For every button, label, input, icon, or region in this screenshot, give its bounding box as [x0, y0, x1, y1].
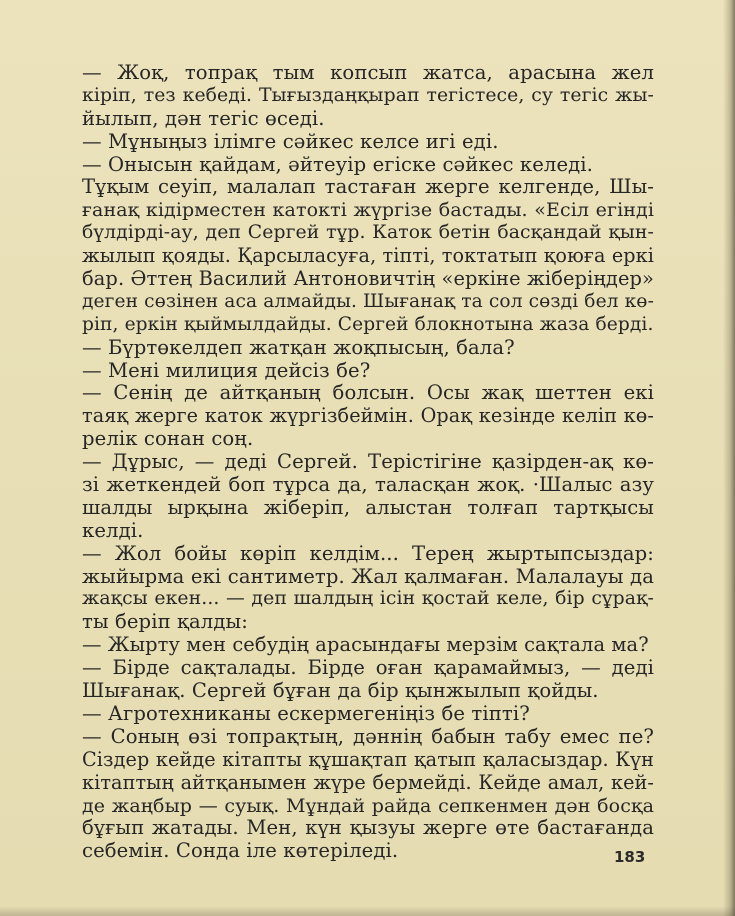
text-line: — Бірде сақталады. Бірде оған қарамаймыз, — деді [82, 656, 654, 680]
text-line: — Соның өзі топрақтың, дәннің бабын табу емес пе? [82, 724, 654, 748]
text-line: бар. Әттең Василий Антоновичтің «еркіне жіберіңдер» [82, 267, 654, 291]
page-number: 183 [614, 848, 646, 866]
text-line: жыйырма екі сантиметр. Жал қалмаған. Малалауы да [82, 564, 654, 588]
page-edge-shadow [723, 0, 735, 916]
text-line: келді. [82, 518, 144, 542]
text-line: — Агротехниканы ескермегеніңіз бе тіпті? [82, 701, 530, 725]
text-line: — Дұрыс, — деді Сергей. Терістігіне қазірден-ақ кө- [82, 450, 654, 474]
text-line: бүлдірді-ау, деп Сергей тұр. Каток бетін басқандай қын- [82, 222, 654, 244]
text-line: Шығанақ. Сергей бұған да бір қынжылып қойды. [82, 679, 599, 703]
text-line: деген сөзінен аса алмайды. Шығанақ та сол сөзді бел кө- [82, 290, 654, 312]
text-line: шалды ырқына жіберіп, алыстан толғап тартқысы [82, 495, 654, 519]
text-line: — Онысын қайдам, әйтеуір егіске сәйкес келеді. [82, 152, 593, 176]
text-line: ріп, еркін қыймылдайды. Сергей блокнотына жаза берді. [82, 313, 654, 335]
text-line: жақсы екен... — деп шалдың ісін қостай келе, бір сұрақ- [82, 588, 654, 610]
text-line: жылып қояды. Қарсыласуға, тіпті, токтатып қоюға еркі [82, 244, 654, 268]
text-line: ғанақ кідірместен катокті жүргізе бастады. «Есіл егінді [82, 199, 654, 222]
text-line: — Жырту мен себудің арасындағы мерзім сақтала ма? [82, 633, 649, 657]
text-line: кітаптың айтқанымен жүре бермейді. Кейде амал, кей- [82, 770, 654, 794]
text-line: де жаңбыр — суық. Мұндай райда сепкенмен дән босқа [82, 794, 654, 817]
text-line: — Мұныңыз ілімге сәйкес келсе игі еді. [82, 129, 499, 153]
text-line: — Бүртөкелдеп жатқан жоқпысың, бала? [82, 335, 515, 359]
text-line: себемін. Сонда іле көтеріледі. [82, 839, 399, 863]
page-body-text [82, 62, 654, 863]
text-line: кіріп, тез кебеді. Тығыздаңқырап тегістесе, су тегіс жы- [82, 84, 654, 106]
text-line: йылып, дән тегіс өседі. [82, 106, 325, 130]
text-line: зі жеткендей боп тұрса да, таласқан жоқ. ·Шалыс азу [82, 473, 654, 497]
page-bottom-shadow [0, 906, 735, 916]
text-line: бұғып жатады. Мен, күн қызуы жерге өте бастағанда [82, 816, 654, 840]
text-line: релік сонан соң. [82, 427, 254, 451]
text-line: — Мені милиция дейсіз бе? [82, 358, 371, 382]
text-line: — Сенің де айтқаның болсын. Осы жақ шеттен екі [82, 381, 654, 405]
text-line: — Жоқ, топрақ тым копсып жатса, арасына жел [82, 61, 654, 84]
text-line: — Жол бойы көріп келдім... Терең жыртыпсыздар: [82, 541, 654, 565]
text-line: ты беріп қалды: [82, 610, 248, 634]
text-line: Сіздер кейде кітапты құшақтап қатып қаласыздар. Күн [82, 747, 654, 771]
text-line: таяқ жерге каток жүргізбеймін. Орақ кезінде келіп кө- [82, 404, 654, 428]
text-line: Тұқым сеуіп, малалап тастаған жерге келгенде, Шы- [82, 175, 654, 199]
